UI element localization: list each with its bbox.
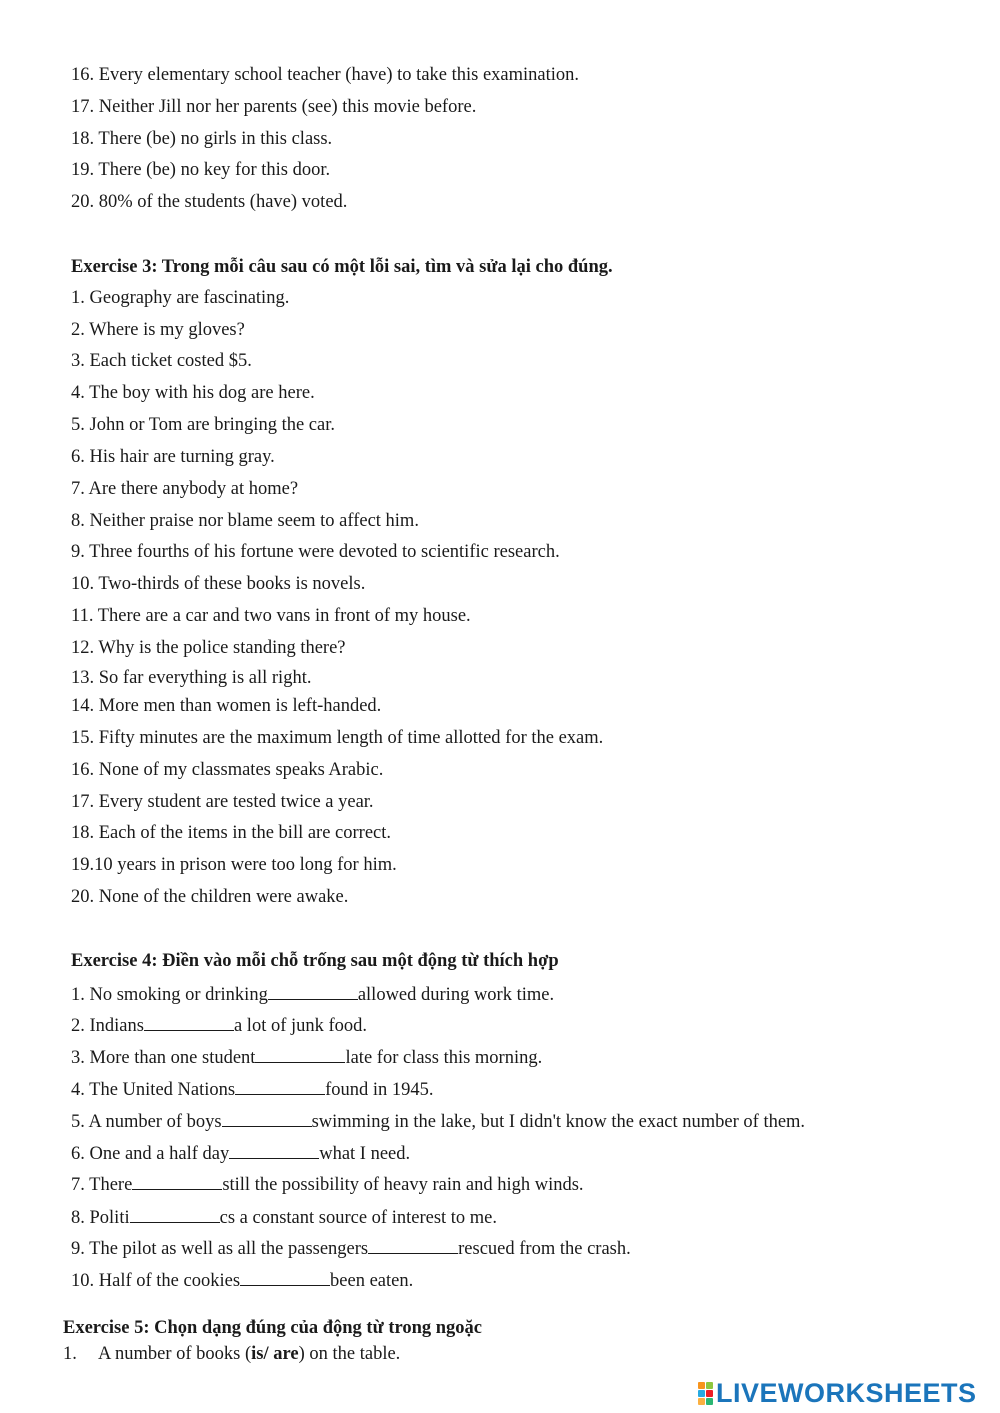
exercise3-item: 8. Neither praise nor blame seem to affect him. <box>71 511 419 531</box>
exercise2-item-20: 20. 80% of the students (have) voted. <box>71 192 348 212</box>
exercise2-item-16: 16. Every elementary school teacher (have) to take this examination. <box>71 65 580 85</box>
exercise3-item: 2. Where is my gloves? <box>71 320 245 340</box>
exercise3-item: 15. Fifty minutes are the maximum length of time allotted for the exam. <box>71 728 604 748</box>
exercise5-item-text-before: A number of books ( <box>98 1344 252 1364</box>
exercise3-item: 17. Every student are tested twice a year. <box>71 792 374 812</box>
answer-blank[interactable] <box>240 1268 330 1286</box>
exercise3-item: 6. His hair are turning gray. <box>71 447 275 467</box>
exercise3-item: 20. None of the children were awake. <box>71 887 349 907</box>
liveworksheets-logo-icon <box>698 1382 713 1405</box>
exercise4-item <box>71 982 554 1006</box>
exercise4-item-text-before: 3. More than one student <box>71 1048 256 1068</box>
exercise4-item-text-after: cs a constant source of interest to me. <box>219 1208 498 1228</box>
exercise4-item <box>71 1172 584 1196</box>
answer-blank[interactable] <box>368 1236 458 1254</box>
exercise3-item: 12. Why is the police standing there? <box>71 638 346 658</box>
exercise4-item-text-before: 4. The United Nations <box>71 1080 236 1100</box>
liveworksheets-logo <box>698 1378 977 1408</box>
exercise4-item-text-after: swimming in the lake, but I didn't know the exact number of them. <box>311 1112 806 1132</box>
exercise5-item-choice: is/ are <box>251 1344 299 1364</box>
exercise4-item-text-before: 6. One and a half day <box>71 1144 230 1164</box>
answer-blank[interactable] <box>144 1013 234 1031</box>
exercise5-heading: Exercise 5: Chọn dạng đúng của động từ trong ngoặc <box>63 1318 483 1338</box>
answer-blank[interactable] <box>235 1077 325 1095</box>
exercise4-item <box>71 1141 410 1165</box>
exercise3-item: 7. Are there anybody at home? <box>71 479 299 499</box>
exercise4-item-text-before: 1. No smoking or drinking <box>71 985 268 1005</box>
exercise4-item <box>71 1109 805 1133</box>
answer-blank[interactable] <box>229 1141 319 1159</box>
exercise3-item: 5. John or Tom are bringing the car. <box>71 415 335 435</box>
exercise4-item <box>71 1045 542 1069</box>
exercise2-item-17: 17. Neither Jill nor her parents (see) this movie before. <box>71 97 477 117</box>
exercise3-item: 4. The boy with his dog are here. <box>71 383 315 403</box>
exercise4-item-text-before: 10. Half of the cookies <box>71 1271 241 1291</box>
exercise4-item-text-after: a lot of junk food. <box>233 1016 368 1036</box>
exercise4-item-text-before: 5. A number of boys <box>71 1112 222 1132</box>
exercise3-item: 10. Two-thirds of these books is novels. <box>71 574 366 594</box>
exercise4-item-text-after: rescued from the crash. <box>458 1239 631 1259</box>
liveworksheets-logo-text: LIVEWORKSHEETS <box>716 1377 977 1408</box>
answer-blank[interactable] <box>268 982 358 1000</box>
answer-blank[interactable] <box>222 1109 312 1127</box>
exercise4-item-text-after: allowed during work time. <box>357 985 555 1005</box>
exercise3-item: 19.10 years in prison were too long for him. <box>71 855 397 875</box>
exercise3-heading: Exercise 3: Trong mỗi câu sau có một lỗi sai, tìm và sửa lại cho đúng. <box>71 257 613 277</box>
exercise5-item <box>98 1343 400 1365</box>
exercise4-item-text-before: 2. Indians <box>71 1016 144 1036</box>
exercise4-heading: Exercise 4: Điền vào mỗi chỗ trống sau một động từ thích hợp <box>71 951 559 971</box>
exercise4-item <box>71 1077 434 1101</box>
exercise2-item-18: 18. There (be) no girls in this class. <box>71 129 333 149</box>
exercise3-item: 16. None of my classmates speaks Arabic. <box>71 760 384 780</box>
answer-blank[interactable] <box>132 1172 222 1190</box>
exercise5-item-number: 1. <box>63 1344 77 1364</box>
exercise3-item: 3. Each ticket costed $5. <box>71 351 252 371</box>
exercise2-item-19: 19. There (be) no key for this door. <box>71 160 331 180</box>
exercise4-item <box>71 1236 631 1260</box>
exercise3-item: 13. So far everything is all right. <box>71 668 312 688</box>
exercise4-item-text-after: still the possibility of heavy rain and high winds. <box>222 1175 584 1195</box>
exercise4-item-text-before: 7. There <box>71 1175 133 1195</box>
answer-blank[interactable] <box>130 1205 220 1223</box>
exercise3-item: 18. Each of the items in the bill are correct. <box>71 823 392 843</box>
answer-blank[interactable] <box>255 1045 345 1063</box>
exercise3-item: 9. Three fourths of his fortune were devoted to scientific research. <box>71 542 560 562</box>
exercise4-item <box>71 1205 497 1229</box>
exercise4-item <box>71 1268 413 1292</box>
exercise4-item-text-before: 8. Politi <box>71 1208 130 1228</box>
exercise4-item-text-before: 9. The pilot as well as all the passengers <box>71 1239 369 1259</box>
exercise4-item <box>71 1013 367 1037</box>
exercise5-item-text-after: ) on the table. <box>298 1344 401 1364</box>
exercise3-item: 1. Geography are fascinating. <box>71 288 290 308</box>
exercise4-item-text-after: what I need. <box>319 1144 411 1164</box>
exercise4-item-text-after: found in 1945. <box>325 1080 434 1100</box>
exercise3-item: 11. There are a car and two vans in front of my house. <box>71 606 471 626</box>
exercise4-item-text-after: late for class this morning. <box>345 1048 543 1068</box>
exercise3-item: 14. More men than women is left-handed. <box>71 696 382 716</box>
exercise4-item-text-after: been eaten. <box>330 1271 414 1291</box>
